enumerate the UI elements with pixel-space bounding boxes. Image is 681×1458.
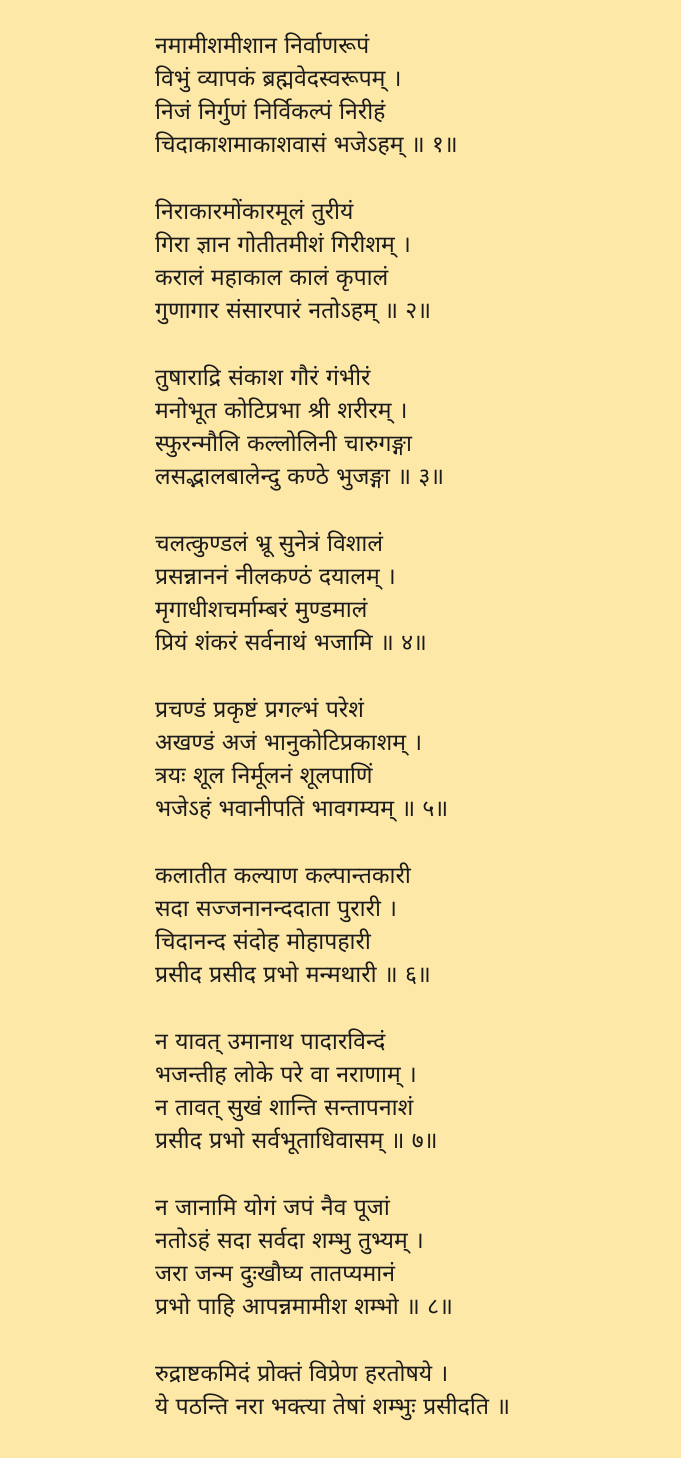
verse-line: स्फुरन्मौलि कल्लोलिनी चारुगङ्गा [155, 431, 412, 457]
verse-line: प्रसन्नाननं नीलकण्ठं दयालम् । [155, 564, 396, 590]
verse-line: प्रियं शंकरं सर्वनाथं भजामि ॥ ४॥ [155, 630, 427, 656]
verse-line: प्रचण्डं प्रकृष्टं प्रगल्भं परेशं [155, 697, 364, 723]
verse-line: त्रयः शूल निर्मूलनं शूलपाणिं [155, 763, 373, 789]
phalashruti-stanza [155, 1358, 675, 1424]
verse-line: चिदाकाशमाकाशवासं भजेऽहम् ॥ १॥ [155, 132, 458, 158]
stanza-1 [155, 30, 675, 162]
verse-line: तुषाराद्रि संकाश गौरं गंभीरं [155, 365, 371, 391]
verse-line: लसद्भालबालेन्दु कण्ठे भुजङ्गा ॥ ३॥ [155, 464, 445, 490]
verse-line: मनोभूत कोटिप्रभा श्री शरीरम् । [155, 398, 408, 424]
verse-line: कलातीत कल्याण कल्पान्तकारी [155, 863, 411, 889]
verse-line: रुद्राष्टकमिदं प्रोक्तं विप्रेण हरतोषये । [155, 1361, 449, 1387]
verse-line: ये पठन्ति नरा भक्त्या तेषां शम्भुः प्रसीदति ॥ [155, 1394, 511, 1420]
verse-line: करालं महाकाल कालं कृपालं [155, 265, 389, 291]
stanza-4 [155, 528, 675, 660]
stanza-7 [155, 1026, 675, 1158]
verse-line: निराकारमोंकारमूलं तुरीयं [155, 199, 354, 225]
verse-line: प्रभो पाहि आपन्नमामीश शम्भो ॥ ८॥ [155, 1294, 453, 1320]
verse-line: गिरा ज्ञान गोतीतमीशं गिरीशम् । [155, 232, 411, 258]
verse-line: भजन्तीह लोके परे वा नराणाम् । [155, 1062, 417, 1088]
stanza-2 [155, 196, 675, 328]
verse-line: न जानामि योगं जपं नैव पूजां [155, 1195, 390, 1221]
verse-line: न तावत् सुखं शान्ति सन्तापनाशं [155, 1095, 414, 1121]
verse-line: न यावत् उमानाथ पादारविन्दं [155, 1029, 386, 1055]
verse-line: नमामीशमीशान निर्वाणरूपं [155, 33, 370, 59]
stanza-6 [155, 860, 675, 992]
stotra-text [155, 30, 675, 1458]
verse-line: गुणागार संसारपारं नतोऽहम् ॥ २॥ [155, 298, 432, 324]
verse-line: जरा जन्म दुःखौघ्य तातप्यमानं [155, 1261, 396, 1287]
verse-line: नतोऽहं सदा सर्वदा शम्भु तुभ्यम् । [155, 1228, 424, 1254]
verse-line: निजं निर्गुणं निर्विकल्पं निरीहं [155, 99, 386, 125]
verse-line: भजेऽहं भवानीपतिं भावगम्यम् ॥ ५॥ [155, 796, 449, 822]
verse-line: विभुं व्यापकं ब्रह्मवेदस्वरूपम् । [155, 66, 402, 92]
verse-line: मृगाधीशचर्माम्बरं मुण्डमालं [155, 597, 368, 623]
verse-line: प्रसीद प्रसीद प्रभो मन्मथारी ॥ ६॥ [155, 962, 431, 988]
verse-line: चिदानन्द संदोह मोहापहारी [155, 929, 371, 955]
verse-line: चलत्कुण्डलं भ्रू सुनेत्रं विशालं [155, 531, 383, 557]
stanza-3 [155, 362, 675, 494]
stanza-8 [155, 1192, 675, 1324]
verse-line: सदा सज्जनानन्ददाता पुरारी । [155, 896, 397, 922]
stanza-5 [155, 694, 675, 826]
verse-line: प्रसीद प्रभो सर्वभूताधिवासम् ॥ ७॥ [155, 1128, 438, 1154]
verse-line: अखण्डं अजं भानुकोटिप्रकाशम् । [155, 730, 423, 756]
